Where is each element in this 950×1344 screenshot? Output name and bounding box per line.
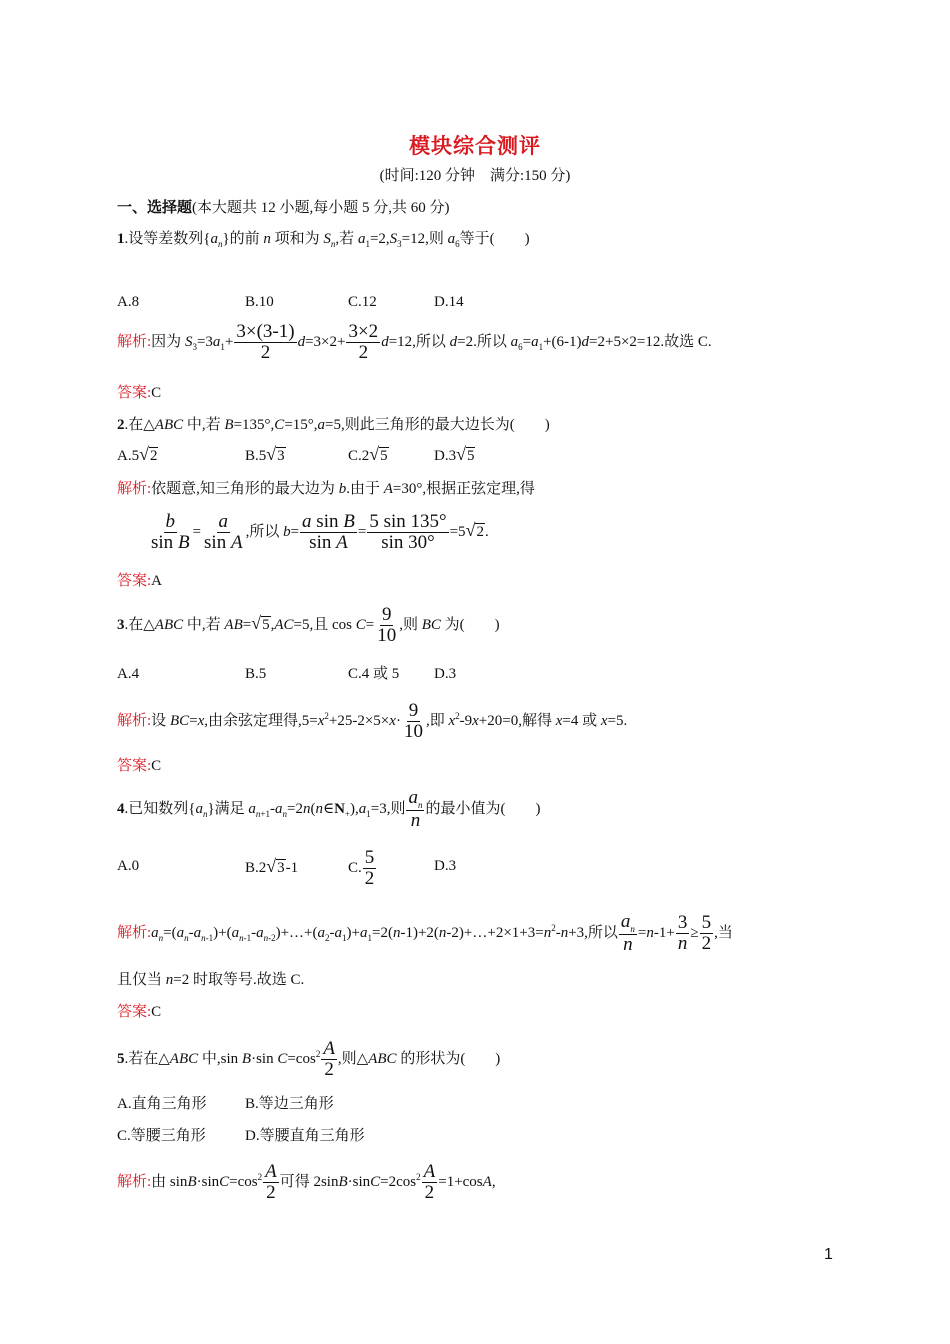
question-1-stem: 1.设等差数列$\{a_n\}$的前 n 项和为 $S_n$,若 $a_1=2,S_3=12$,则 $a_6$等于( ) bbox=[117, 231, 530, 249]
page-subtitle: (时间:120 分钟 满分:150 分) bbox=[379, 168, 571, 184]
question-1-analysis: 解析:因为 $S_3=3a_1+$ $\frac{3\times(3-1)}{2}$ d=3×2+ $\frac{3\times 2}{2}$ d=12,所以 d=2.所以 $a_6=a_1+(6-1)d=2+5\times 2=12$.故选 C. bbox=[117, 321, 712, 363]
question-3-answer: 答案:C bbox=[117, 758, 162, 774]
question-4-option-b: B.2√3-1 bbox=[245, 856, 299, 876]
question-2-option-a: A.5√2 bbox=[117, 444, 158, 464]
question-3-option-d: D.3 bbox=[434, 666, 457, 682]
question-4-option-a: A.0 bbox=[117, 858, 140, 874]
question-2-option-b: B.5√3 bbox=[245, 444, 285, 464]
question-1-option-d: D.14 bbox=[434, 294, 464, 310]
question-4-analysis-cont: 且仅当 n=2 时取等号.故选 C. bbox=[117, 972, 305, 988]
question-3-option-c: C.4 或 5 bbox=[348, 666, 400, 682]
question-5-option-d: D.等腰直角三角形 bbox=[245, 1128, 365, 1144]
question-4-option-d: D.3 bbox=[434, 858, 457, 874]
question-3-option-a: A.4 bbox=[117, 666, 140, 682]
question-5-option-b: B.等边三角形 bbox=[245, 1096, 334, 1112]
question-3-analysis: 解析:设 BC=x,由余弦定理得$,5=x^2+25-2\times 5\times x\cdot$ $\frac{9}{10}$ ,即 $x^2-9x+20=0$,解得 x=4 或 x=5. bbox=[117, 700, 628, 743]
question-2-analysis: 解析:依题意,知三角形的最大边为 b.由于 A=30°,根据正弦定理,得 bbox=[117, 481, 535, 497]
question-2-formula: $\frac{b}{\text{sin B}}$ = $\frac{a}{\text{sin A}}$ ,所以 b= $\frac{\text{a sin B}}{\text{sin A}}$ = $\frac{5 \sin 135^\circ}{\sin 30^\circ}$ =5√2. bbox=[151, 511, 489, 554]
question-2-option-d: D.3√5 bbox=[434, 444, 475, 464]
page-title: 模块综合测评 bbox=[409, 134, 541, 158]
question-2-option-c: C.2√5 bbox=[348, 444, 388, 464]
question-1-option-a: A.8 bbox=[117, 294, 140, 310]
question-5-option-a: A.直角三角形 bbox=[117, 1096, 207, 1112]
question-2-answer: 答案:A bbox=[117, 573, 163, 589]
question-4-stem: 4.已知数列$\{a_n\}$满足 $a_{n+1}-a_n=2n(n\in N_+),a_1=3$,则 $\frac{a_n}{n}$ 的最小值为( ) bbox=[117, 787, 541, 832]
question-2-stem: 2.在△ABC 中,若 B=135°,C=15°,a=5,则此三角形的最大边长为( ) bbox=[117, 417, 550, 433]
question-1-option-c: C.12 bbox=[348, 294, 377, 310]
question-4-answer: 答案:C bbox=[117, 1004, 162, 1020]
question-4-analysis: 解析$:a_n=(a_n-a_{n-1})+(a_{n-1}-a_{n-2})+\dots+(a_2-a_1)+a_1=2(n-1)+2(n-2)+\dots+2\times 1+3=n^2-n+3$,所以 $\frac{a_n}{n}$ =n-1+ $\frac{3}{n}$ ≥ $\frac{5}{2}$ ,当 bbox=[117, 910, 733, 956]
question-1-answer: 答案:C bbox=[117, 385, 162, 401]
question-5-option-c: C.等腰三角形 bbox=[117, 1128, 206, 1144]
analysis-label: 解析: bbox=[117, 333, 152, 350]
page-number: 1 bbox=[824, 1246, 833, 1263]
question-5-analysis: 解析:由 $\sin B\cdot\sin C=\cos^2$ $\frac{A}{2}$ 可得 $2\sin B\cdot\sin C=2\cos^2$ $\frac{A}{2}$ =1+cosA, bbox=[117, 1161, 496, 1204]
question-3-stem: 3.在△ABC 中,若 AB=√5,AC=5,且 cos C= $\frac{9}{10}$ ,则 BC 为( ) bbox=[117, 604, 500, 647]
section-heading: 一、选择题(本大题共 12 小题,每小题 5 分,共 60 分) bbox=[117, 200, 450, 216]
question-5-stem: 5.若在△ABC 中,sin B·sin $C=\cos^2$ $\frac{A}{2}$ ,则△ABC 的形状为( ) bbox=[117, 1038, 501, 1081]
question-3-option-b: B.5 bbox=[245, 666, 267, 682]
question-1-option-b: B.10 bbox=[245, 294, 274, 310]
question-4-option-c: C. $\frac{5}{2}$ bbox=[348, 847, 375, 889]
